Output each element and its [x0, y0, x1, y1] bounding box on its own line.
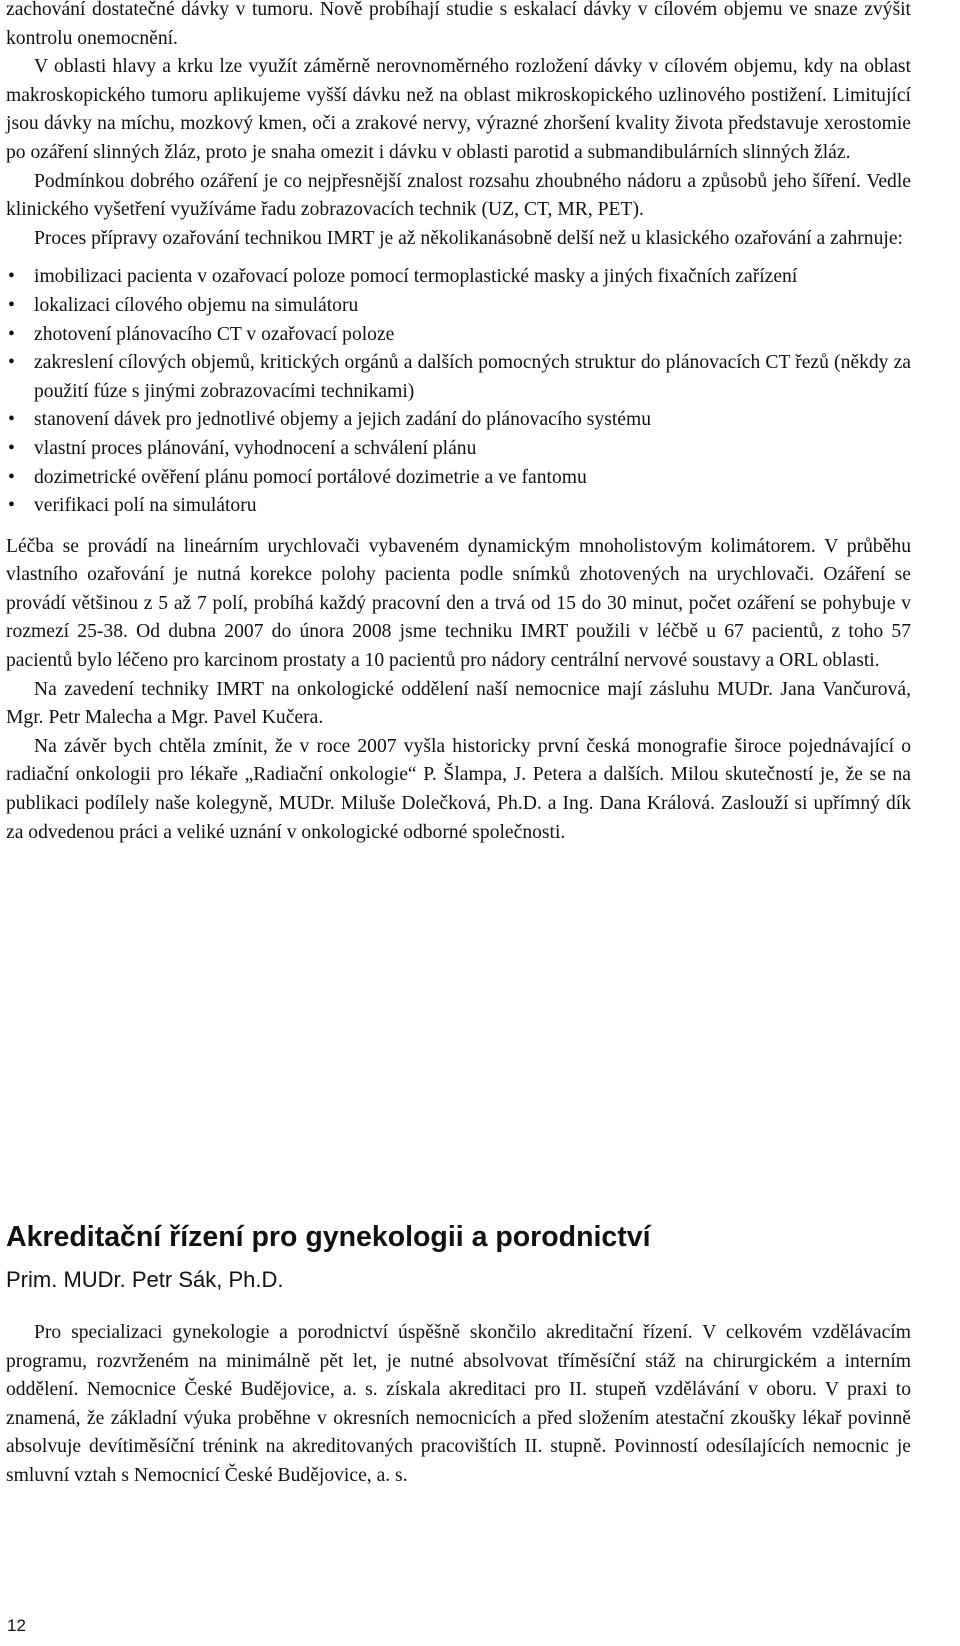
bullet-icon: •	[8, 495, 15, 517]
paragraph-8: Pro specializaci gynekologie a porodnictví úspěšně skončilo akreditační řízení. V celkovém vzdělávacím programu, rozvrženém na minimálně pět let, je nutné absolvovat tříměsíční stáž na chirurgickém a interním oddělení. Nemocnice České Budějovice, a. s. získala akreditaci pro II. stupeň vzdělávání v oboru. V praxi to znamená, že základní výuka proběhne v okresních nemocnicích a před složením atestační zkoušky lékař povinně absolvuje devítiměsíční trénink na akreditovaných pracovištích II. stupně. Povinností odesílajících nemocnic je smluvní vztah s Nemocnicí České Budějovice, a. s.	[6, 1322, 911, 1486]
list-item: • lokalizaci cílového objemu na simulátoru	[6, 292, 911, 321]
section-author: Prim. MUDr. Petr Sák, Ph.D.	[6, 1267, 284, 1292]
bullet-icon: •	[8, 323, 15, 345]
paragraph-7: Na závěr bych chtěla zmínit, že v roce 2007 vyšla historicky první česká monografie široce pojednávající o radiační onkologii pro lékaře „Radiační onkologie“ P. Šlampa, J. Petera a dalších. Milou skutečností je, že se na publikaci podílely naše kolegyně, MUDr. Miluše Dolečková, Ph.D. a Ing. Dana Králová. Zaslouží si upřímný dík za odvedenou práci a veliké uznání v onkologické odborné společnosti.	[6, 735, 911, 843]
bullet-icon: •	[8, 437, 15, 459]
article-imrt-continuation	[6, 0, 911, 847]
paragraph-5: Léčba se provádí na lineárním urychlovači vybaveném dynamickým mnoholistovým kolimátorem. V průběhu vlastního ozařování je nutná korekce polohy pacienta podle snímků zhotovených na urychlovači. Ozáření se provádí většinou z 5 až 7 polí, probíhá každý pracovní den a trvá od 15 do 30 minut, počet ozáření se pohybuje v rozmezí 25-38. Od dubna 2007 do února 2008 jsme techniku IMRT použili v léčbě u 67 pacientů, z toho 57 pacientů bylo léčeno pro karcinom prostaty a 10 pacientů pro nádory centrální nervové soustavy a ORL oblasti.	[6, 535, 911, 672]
paragraph-1: zachování dostatečné dávky v tumoru. Nově probíhají studie s eskalací dávky v cílovém objemu ve snaze zvýšit kontrolu onemocnění.	[6, 0, 911, 49]
bullet-icon: •	[8, 266, 15, 288]
section-title: Akreditační řízení pro gynekologii a porodnictví	[6, 1221, 651, 1253]
paragraph-2: V oblasti hlavy a krku lze využít záměrně nerovnoměrného rozložení dávky v cílovém objemu, kdy na oblast makroskopického tumoru aplikujeme vyšší dávku než na oblast mikroskopického uzlinového postižení. Limitující jsou dávky na míchu, mozkový kmen, oči a zrakové nervy, výrazné zhoršení kvality života představuje xerostomie po ozáření slinných žláz, proto je snaha omezit i dávku v oblasti parotid a submandibulárních slinných žláz.	[6, 56, 911, 163]
bullet-icon: •	[8, 294, 15, 316]
list-item: • verifikaci polí na simulátoru	[6, 492, 911, 521]
bullet-icon: •	[8, 466, 15, 488]
paragraph-3: Podmínkou dobrého ozáření je co nejpřesnější znalost rozsahu zhoubného nádoru a způsobů jeho šíření. Vedle klinického vyšetření využíváme řadu zobrazovacích technik (UZ, CT, MR, PET).	[6, 170, 911, 221]
preparation-steps-list	[6, 263, 911, 520]
article-accreditation	[6, 1319, 911, 1491]
bullet-icon: •	[8, 409, 15, 431]
list-item: • zakreslení cílových objemů, kritických orgánů a dalších pomocných struktur do plánovacích CT řezů (někdy za použití fúze s jinými zobrazovacími technikami)	[6, 349, 911, 406]
list-item: • vlastní proces plánování, vyhodnocení a schválení plánu	[6, 435, 911, 464]
list-item: • stanovení dávek pro jednotlivé objemy a jejich zadání do plánovacího systému	[6, 406, 911, 435]
page-number: 12	[7, 1616, 26, 1635]
bullet-icon: •	[8, 352, 15, 374]
list-item: • imobilizaci pacienta v ozařovací poloze pomocí termoplastické masky a jiných fixačních zařízení	[6, 263, 911, 292]
paragraph-4: Proces přípravy ozařování technikou IMRT je až několikanásobně delší než u klasického ozařování a zahrnuje:	[34, 227, 903, 249]
list-item: • dozimetrické ověření plánu pomocí portálové dozimetrie a ve fantomu	[6, 464, 911, 493]
list-item: • zhotovení plánovacího CT v ozařovací poloze	[6, 321, 911, 350]
paragraph-6: Na zavedení techniky IMRT na onkologické oddělení naší nemocnice mají zásluhu MUDr. Jana Vančurová, Mgr. Petr Malecha a Mgr. Pavel Kučera.	[6, 678, 911, 729]
